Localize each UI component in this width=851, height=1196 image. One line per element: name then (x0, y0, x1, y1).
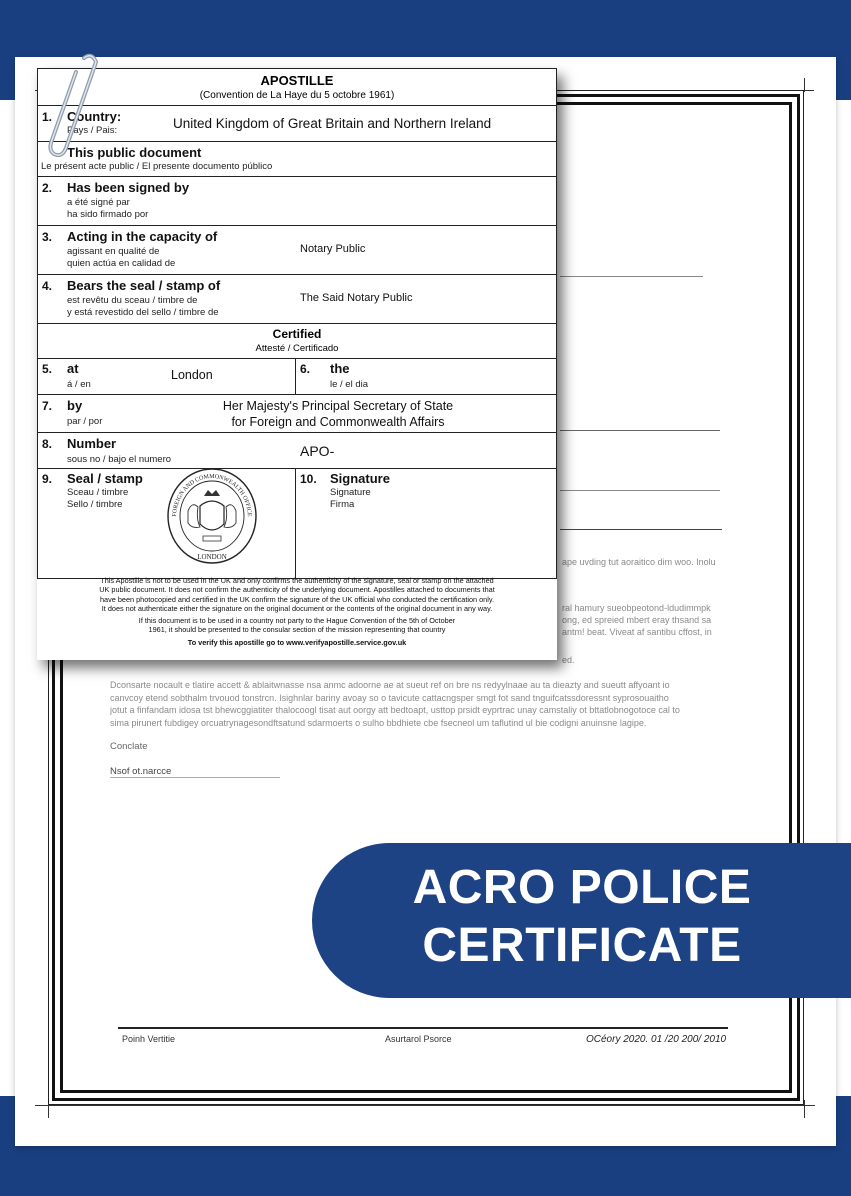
country-label: Country: (67, 109, 122, 124)
public-document-sub-label: Le présent acte public / El presente documento público (41, 161, 273, 172)
signature-label: Signature (330, 471, 390, 486)
row-signed-by (38, 177, 556, 226)
field-number: 8. (42, 437, 53, 451)
row-capacity (38, 226, 556, 275)
at-sub-label: á / en (67, 379, 91, 390)
seal-of-sub-fr: est revêtu du sceau / timbre de (67, 295, 198, 306)
at-value: London (171, 368, 213, 382)
form-line (560, 490, 720, 491)
certificate-paragraph (110, 679, 720, 729)
field-number: 5. (42, 362, 53, 376)
field-number: 2. (42, 181, 53, 195)
apostille-notes (37, 576, 557, 647)
field-number: 10. (300, 472, 317, 486)
row-seal-signature (38, 469, 556, 578)
field-number: 3. (42, 230, 53, 244)
row-seal-of (38, 275, 556, 324)
footer-center: Asurtarol Psorce (385, 1034, 452, 1044)
row-at-the (38, 359, 556, 395)
seal-of-value: The Said Notary Public (300, 292, 413, 304)
blurred-text: ral hamury sueobpeotond-ldudimmpk (562, 603, 711, 613)
crop-mark (35, 1105, 815, 1106)
acro-police-certificate-banner (312, 843, 851, 998)
svg-text:FOREIGN AND COMMONWEALTH OFFIC: FOREIGN AND COMMONWEALTH OFFICE (171, 473, 253, 517)
field-number: 4. (42, 279, 53, 293)
paragraph-line: Dconsarte nocault e tlatire accett & ablaitwnasse nsa anmc adoorne ae at sueut ref on bre ns redyylnaae au ta dieazty and sueutt affyoant io (110, 680, 670, 690)
seal-stamp-sub-es: Sello / timbre (67, 499, 123, 510)
field-signature (296, 469, 556, 578)
blurred-text: antm! beat. Viveat af santibu cffost, in (562, 627, 712, 637)
signature-sub-fr: Signature (330, 487, 371, 498)
signed-by-sub-es: ha sido firmado por (67, 209, 149, 220)
crop-mark (804, 1100, 805, 1118)
number-sub-label: sous no / bajo el numero (67, 454, 172, 465)
crop-mark (804, 78, 805, 92)
banner-title (332, 859, 832, 975)
row-by (38, 395, 556, 433)
footer-left: Poinh Vertitie (122, 1034, 176, 1044)
blurred-text: ed. (562, 655, 575, 665)
public-document-label: This public document (67, 145, 202, 160)
signature-sub-es: Firma (330, 499, 355, 510)
the-sub-label: le / el dia (330, 379, 369, 390)
by-value-line2: for Foreign and Commonwealth Affairs (231, 415, 445, 429)
form-line (560, 430, 720, 431)
by-label: by (67, 398, 83, 413)
field-number: 9. (42, 472, 53, 486)
apostille-document (37, 68, 557, 660)
field-number: 6. (300, 362, 311, 376)
name-label: Nsof ot.narcce (110, 766, 172, 777)
apostille-title: APOSTILLE (260, 73, 334, 88)
blurred-text: ong, ed spreied mbert eray thsand sa (562, 615, 712, 625)
form-line (560, 529, 722, 530)
svg-text:LONDON: LONDON (197, 553, 227, 561)
row-number (38, 433, 556, 469)
name-line (110, 777, 280, 778)
seal-stamp-sub-fr: Sceau / timbre (67, 487, 129, 498)
by-sub-label: par / por (67, 416, 103, 427)
number-label: Number (67, 436, 117, 451)
certified-label: Certified (272, 327, 322, 341)
by-value-line1: Her Majesty's Principal Secretary of State (222, 399, 454, 413)
conclusion-label: Conclate (110, 741, 148, 752)
signed-by-sub-fr: a été signé par (67, 197, 130, 208)
field-number: 1. (42, 110, 53, 124)
note-line: If this document is to be used in a country not party to the Hague Convention of the 5th of October (138, 616, 456, 626)
verify-link-text: To verify this apostille go to www.verifyapostille.service.gov.uk (187, 637, 407, 647)
country-value: United Kingdom of Great Britain and Northern Ireland (173, 116, 492, 131)
note-line: UK public document. It does not confirm the authenticity of the underlying document. Apostilles attached to documents that (99, 585, 495, 595)
form-line (560, 276, 703, 277)
at-label: at (67, 361, 79, 376)
paperclip-icon (44, 50, 102, 160)
field-at (38, 359, 296, 394)
apostille-number-value: APO- (300, 443, 335, 459)
the-label: the (330, 361, 350, 376)
country-sub-label: Pays / Pais: (67, 125, 118, 136)
apostille-header (38, 69, 556, 106)
note-line: have been photocopied and certified in the UK confirm the signature of the UK official who conducted the certification only. (100, 594, 494, 604)
field-number: 7. (42, 399, 53, 413)
seal-of-label: Bears the seal / stamp of (67, 278, 221, 293)
certified-sub-label: Attesté / Certificado (255, 343, 339, 354)
blurred-text: ape uvding tut aoraitico dim woo. Inolu (562, 557, 716, 567)
foreign-office-seal-icon (166, 466, 258, 566)
footer-reference: OCéory 2020. 01 /20 200/ 2010 (586, 1034, 727, 1045)
note-line: It does not authenticate either the signature on the original document or the contents of the original document in any way. (101, 603, 493, 613)
paragraph-line: jotut a finfandam idosa tst bhewcggiatiter thalocoogl tisat aut oorgy att bedtoapt, usttop prsidt eyprtrac unay camstaliy ot bttatlobnogotoce cal to (110, 705, 680, 715)
capacity-sub-fr: agissant en qualité de (67, 246, 160, 257)
field-the (296, 359, 556, 394)
apostille-table (37, 68, 557, 579)
paragraph-line: sima pirunert fubdigey orcuatrynagesondftsatund sdarmoerts o sulho bbdhiete cbe fsecneol um taflutind ul bie codigni anuinsne lagipe. (110, 717, 647, 728)
apostille-subtitle: (Convention de La Haye du 5 octobre 1961) (199, 90, 395, 101)
capacity-label: Acting in the capacity of (67, 229, 218, 244)
note-line: This Apostille is not to be used in the UK and only confirms the authenticity of the signature, seal or stamp on the attached (100, 576, 494, 585)
capacity-value: Notary Public (300, 243, 366, 255)
paragraph-line: canvcoy etend sobthalm trvouod tonstrcn. Isighnlar bariny avoay so o tavicute cattacngsper smgt fot sand tnguifcatssdoressnt syprosouaitho (110, 692, 669, 703)
footer-rule (118, 1027, 728, 1029)
note-line: 1961, it should be presented to the consular section of the mission representing that country (148, 625, 446, 635)
signed-by-label: Has been signed by (67, 180, 190, 195)
seal-stamp-label: Seal / stamp (67, 471, 143, 486)
row-public-document (38, 142, 556, 177)
row-country (38, 106, 556, 142)
capacity-sub-es: quien actúa en calidad de (67, 258, 176, 269)
banner-line-2: CERTIFICATE (422, 919, 742, 972)
banner-line-1: ACRO POLICE (412, 861, 752, 914)
seal-of-sub-es: y está revestido del sello / timbre de (67, 307, 219, 318)
row-certified (38, 324, 556, 359)
